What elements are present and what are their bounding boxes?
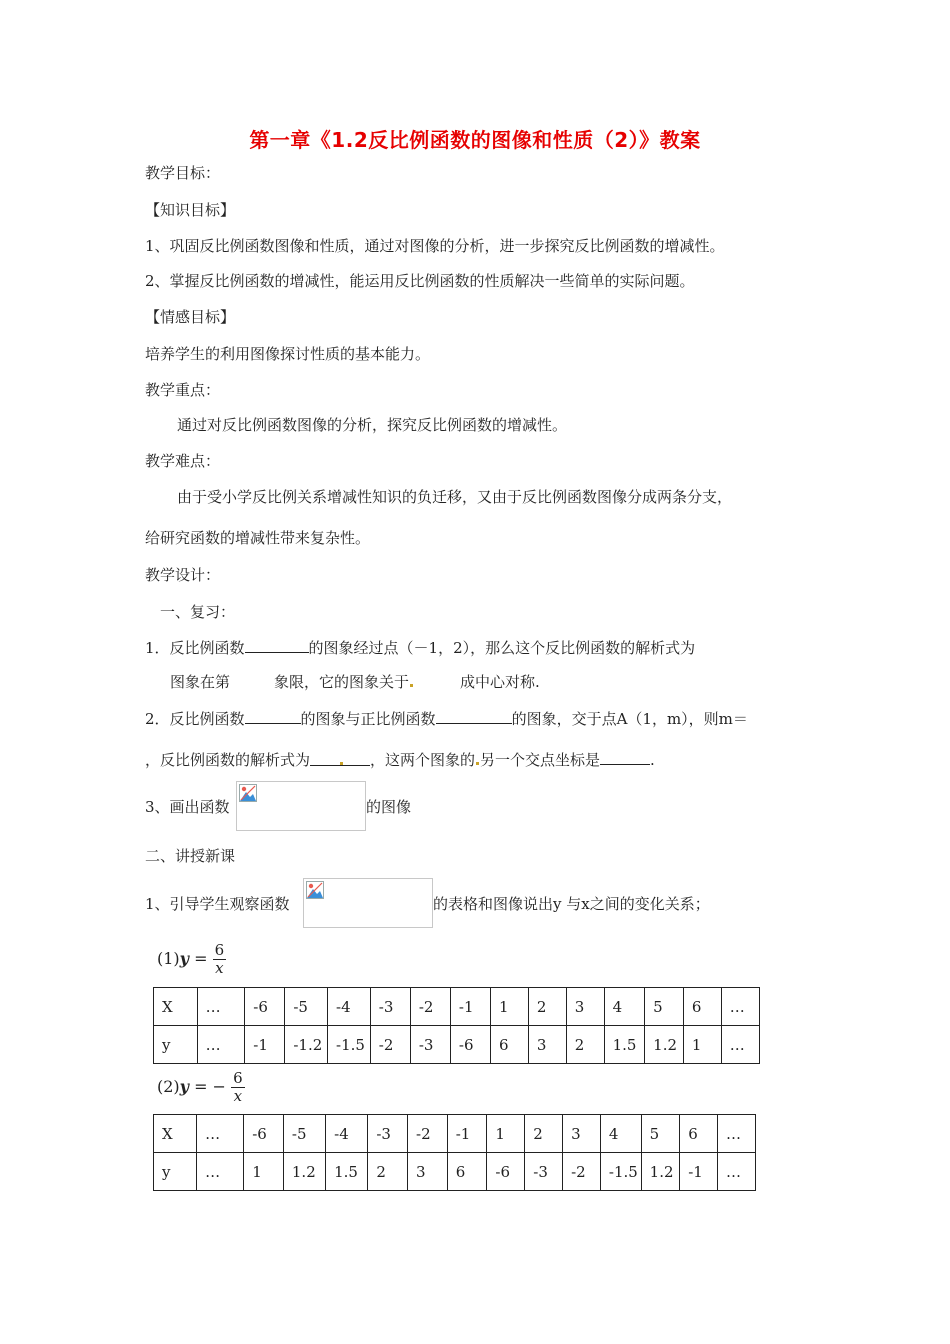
table-cell: 3: [563, 1115, 601, 1153]
q2-text-a: 2．反比例函数: [145, 710, 245, 728]
formula-1-numerator: 6: [214, 941, 225, 959]
broken-image-icon: [239, 784, 257, 802]
broken-image-icon: [306, 881, 324, 899]
formula-image-placeholder-2: [303, 878, 433, 928]
table-cell: -1.5: [328, 1026, 371, 1064]
q2-text-f: 另一个交点坐标是: [480, 751, 601, 769]
formula-2-denominator: x: [231, 1087, 245, 1105]
observe-text-b: 的表格和图像说出y 与x之间的变化关系；: [433, 895, 710, 913]
table-cell: X: [154, 1115, 197, 1153]
objectives-label: 教学目标：: [145, 164, 221, 182]
q1-text-c: 图象在第: [170, 673, 231, 691]
q1-text-e: 成中心对称.: [460, 673, 540, 691]
q2-text-g: .: [650, 751, 655, 769]
table-cell: -1: [450, 988, 490, 1026]
table-cell: 4: [604, 988, 645, 1026]
table-cell: y: [154, 1026, 198, 1064]
formula-1-fraction: [213, 942, 227, 977]
table-cell: 1: [244, 1153, 284, 1191]
emotion-text: 培养学生的利用图像探讨性质的基本能力。: [145, 345, 431, 363]
q1-text-b: 的图象经过点（－1，2），那么这个反比例函数的解析式为: [308, 639, 696, 657]
table-cell: 5: [645, 988, 684, 1026]
new-lesson-label: 二、讲授新课: [145, 847, 236, 865]
table-cell: 2: [566, 1026, 604, 1064]
table-cell: …: [197, 1026, 245, 1064]
formula-1-eq: =: [194, 949, 208, 968]
table-cell: -6: [244, 1115, 284, 1153]
difficulty-label: 教学难点：: [145, 452, 221, 470]
formula-1-lhs: y: [179, 949, 189, 968]
difficulty-text-1: 由于受小学反比例关系增减性知识的负迁移，又由于反比例函数图像分成两条分支，: [177, 488, 733, 506]
formula-1-prefix: (1): [157, 949, 180, 968]
values-table-2: [153, 1114, 756, 1191]
table-cell: -6: [245, 988, 285, 1026]
question-1-line-1: [145, 637, 695, 658]
formula-1-denominator: x: [213, 959, 227, 977]
values-table-1: [153, 987, 760, 1064]
formula-2: [157, 1070, 245, 1105]
q1-text-a: 1．反比例函数: [145, 639, 245, 657]
q2-text-d: ，反比例函数的解析式为: [145, 751, 311, 769]
table-cell: …: [197, 1115, 244, 1153]
q2-text-e: ，这两个图象的: [370, 751, 476, 769]
table-cell: 6: [680, 1115, 718, 1153]
key-text: 通过对反比例函数图像的分析，探究反比例函数的增减性。: [177, 416, 568, 434]
observe-text-a: 1、引导学生观察函数: [145, 895, 290, 913]
table-cell: -6: [487, 1153, 525, 1191]
knowledge-item-1: 1、巩固反比例函数图像和性质，通过对图像的分析，进一步探究反比例函数的增减性。: [145, 237, 725, 255]
table-cell: -1: [245, 1026, 285, 1064]
table-cell: -5: [285, 988, 328, 1026]
q3-text-b: 的图像: [366, 798, 412, 816]
table-cell: …: [718, 1153, 756, 1191]
table-cell: 6: [447, 1153, 487, 1191]
table-cell: 1.2: [645, 1026, 684, 1064]
design-label: 教学设计：: [145, 566, 221, 584]
table-cell: -2: [563, 1153, 601, 1191]
formula-2-fraction: [231, 1070, 245, 1105]
table-cell: 4: [600, 1115, 641, 1153]
q1-blank-function[interactable]: [245, 637, 309, 653]
table-cell: -4: [326, 1115, 368, 1153]
question-1-line-2: [170, 672, 540, 692]
table-cell: -2: [408, 1115, 448, 1153]
table-row: [154, 988, 760, 1026]
question-2-line-2: [145, 749, 655, 770]
table-cell: -5: [283, 1115, 325, 1153]
difficulty-text-2: 给研究函数的增减性带来复杂性。: [145, 529, 371, 547]
table-cell: 1.5: [604, 1026, 645, 1064]
q2-text-b: 的图象与正比例函数: [300, 710, 436, 728]
table-row: [154, 1153, 756, 1191]
table-cell: y: [154, 1153, 197, 1191]
table-cell: 3: [408, 1153, 448, 1191]
knowledge-label: 【知识目标】: [145, 201, 236, 219]
q3-text-a: 3、画出函数: [145, 798, 230, 816]
table-cell: -1.2: [285, 1026, 328, 1064]
table-cell: X: [154, 988, 198, 1026]
formula-2-prefix: (2): [157, 1077, 180, 1096]
table-cell: 1: [487, 1115, 525, 1153]
table-cell: 3: [528, 1026, 566, 1064]
review-label: 一、复习：: [160, 603, 236, 621]
table-cell: 1: [683, 1026, 721, 1064]
table-cell: …: [718, 1115, 756, 1153]
table-cell: -2: [410, 988, 450, 1026]
page-title: 第一章《1.2反比例函数的图像和性质（2）》教案: [249, 128, 701, 152]
question-2-line-1: [145, 708, 748, 729]
formula-image-placeholder: [236, 781, 366, 831]
q2-blank-inverse[interactable]: [245, 708, 301, 724]
table-cell: 1: [490, 988, 528, 1026]
table-cell: -4: [328, 988, 371, 1026]
table-cell: -3: [370, 988, 410, 1026]
table-cell: -1: [447, 1115, 487, 1153]
emotion-label: 【情感目标】: [145, 308, 236, 326]
formula-2-eq: = −: [194, 1077, 226, 1096]
table-cell: -2: [370, 1026, 410, 1064]
table-cell: 2: [525, 1115, 563, 1153]
formula-1: [157, 942, 226, 977]
table-cell: …: [721, 988, 759, 1026]
q2-blank-point[interactable]: [600, 749, 650, 765]
table-cell: …: [197, 988, 245, 1026]
table-cell: 5: [641, 1115, 680, 1153]
q1-text-d: 象限，它的图象关于: [274, 673, 410, 691]
table-cell: 2: [368, 1153, 408, 1191]
knowledge-item-2: 2、掌握反比例函数的增减性，能运用反比例函数的性质解决一些简单的实际问题。: [145, 272, 695, 290]
table-cell: 2: [528, 988, 566, 1026]
q2-text-c: 的图象，交于点A（1，m），则m＝: [511, 710, 748, 728]
table-cell: 6: [490, 1026, 528, 1064]
table-cell: 1.2: [283, 1153, 325, 1191]
table-cell: -6: [450, 1026, 490, 1064]
key-label: 教学重点：: [145, 381, 221, 399]
table-cell: -3: [525, 1153, 563, 1191]
table-cell: -1: [680, 1153, 718, 1191]
table-cell: -1.5: [600, 1153, 641, 1191]
q2-blank-linear[interactable]: [436, 708, 512, 724]
table-cell: 6: [683, 988, 721, 1026]
table-cell: 1.2: [641, 1153, 680, 1191]
table-cell: -3: [368, 1115, 408, 1153]
formula-2-lhs: y: [179, 1077, 189, 1096]
table-cell: …: [197, 1153, 244, 1191]
table-cell: 3: [566, 988, 604, 1026]
q2-blank-expression[interactable]: [310, 750, 370, 766]
table-cell: -3: [410, 1026, 450, 1064]
table-cell: 1.5: [326, 1153, 368, 1191]
table-cell: …: [721, 1026, 759, 1064]
formula-2-numerator: 6: [233, 1069, 243, 1087]
table-row: [154, 1026, 760, 1064]
table-row: [154, 1115, 756, 1153]
